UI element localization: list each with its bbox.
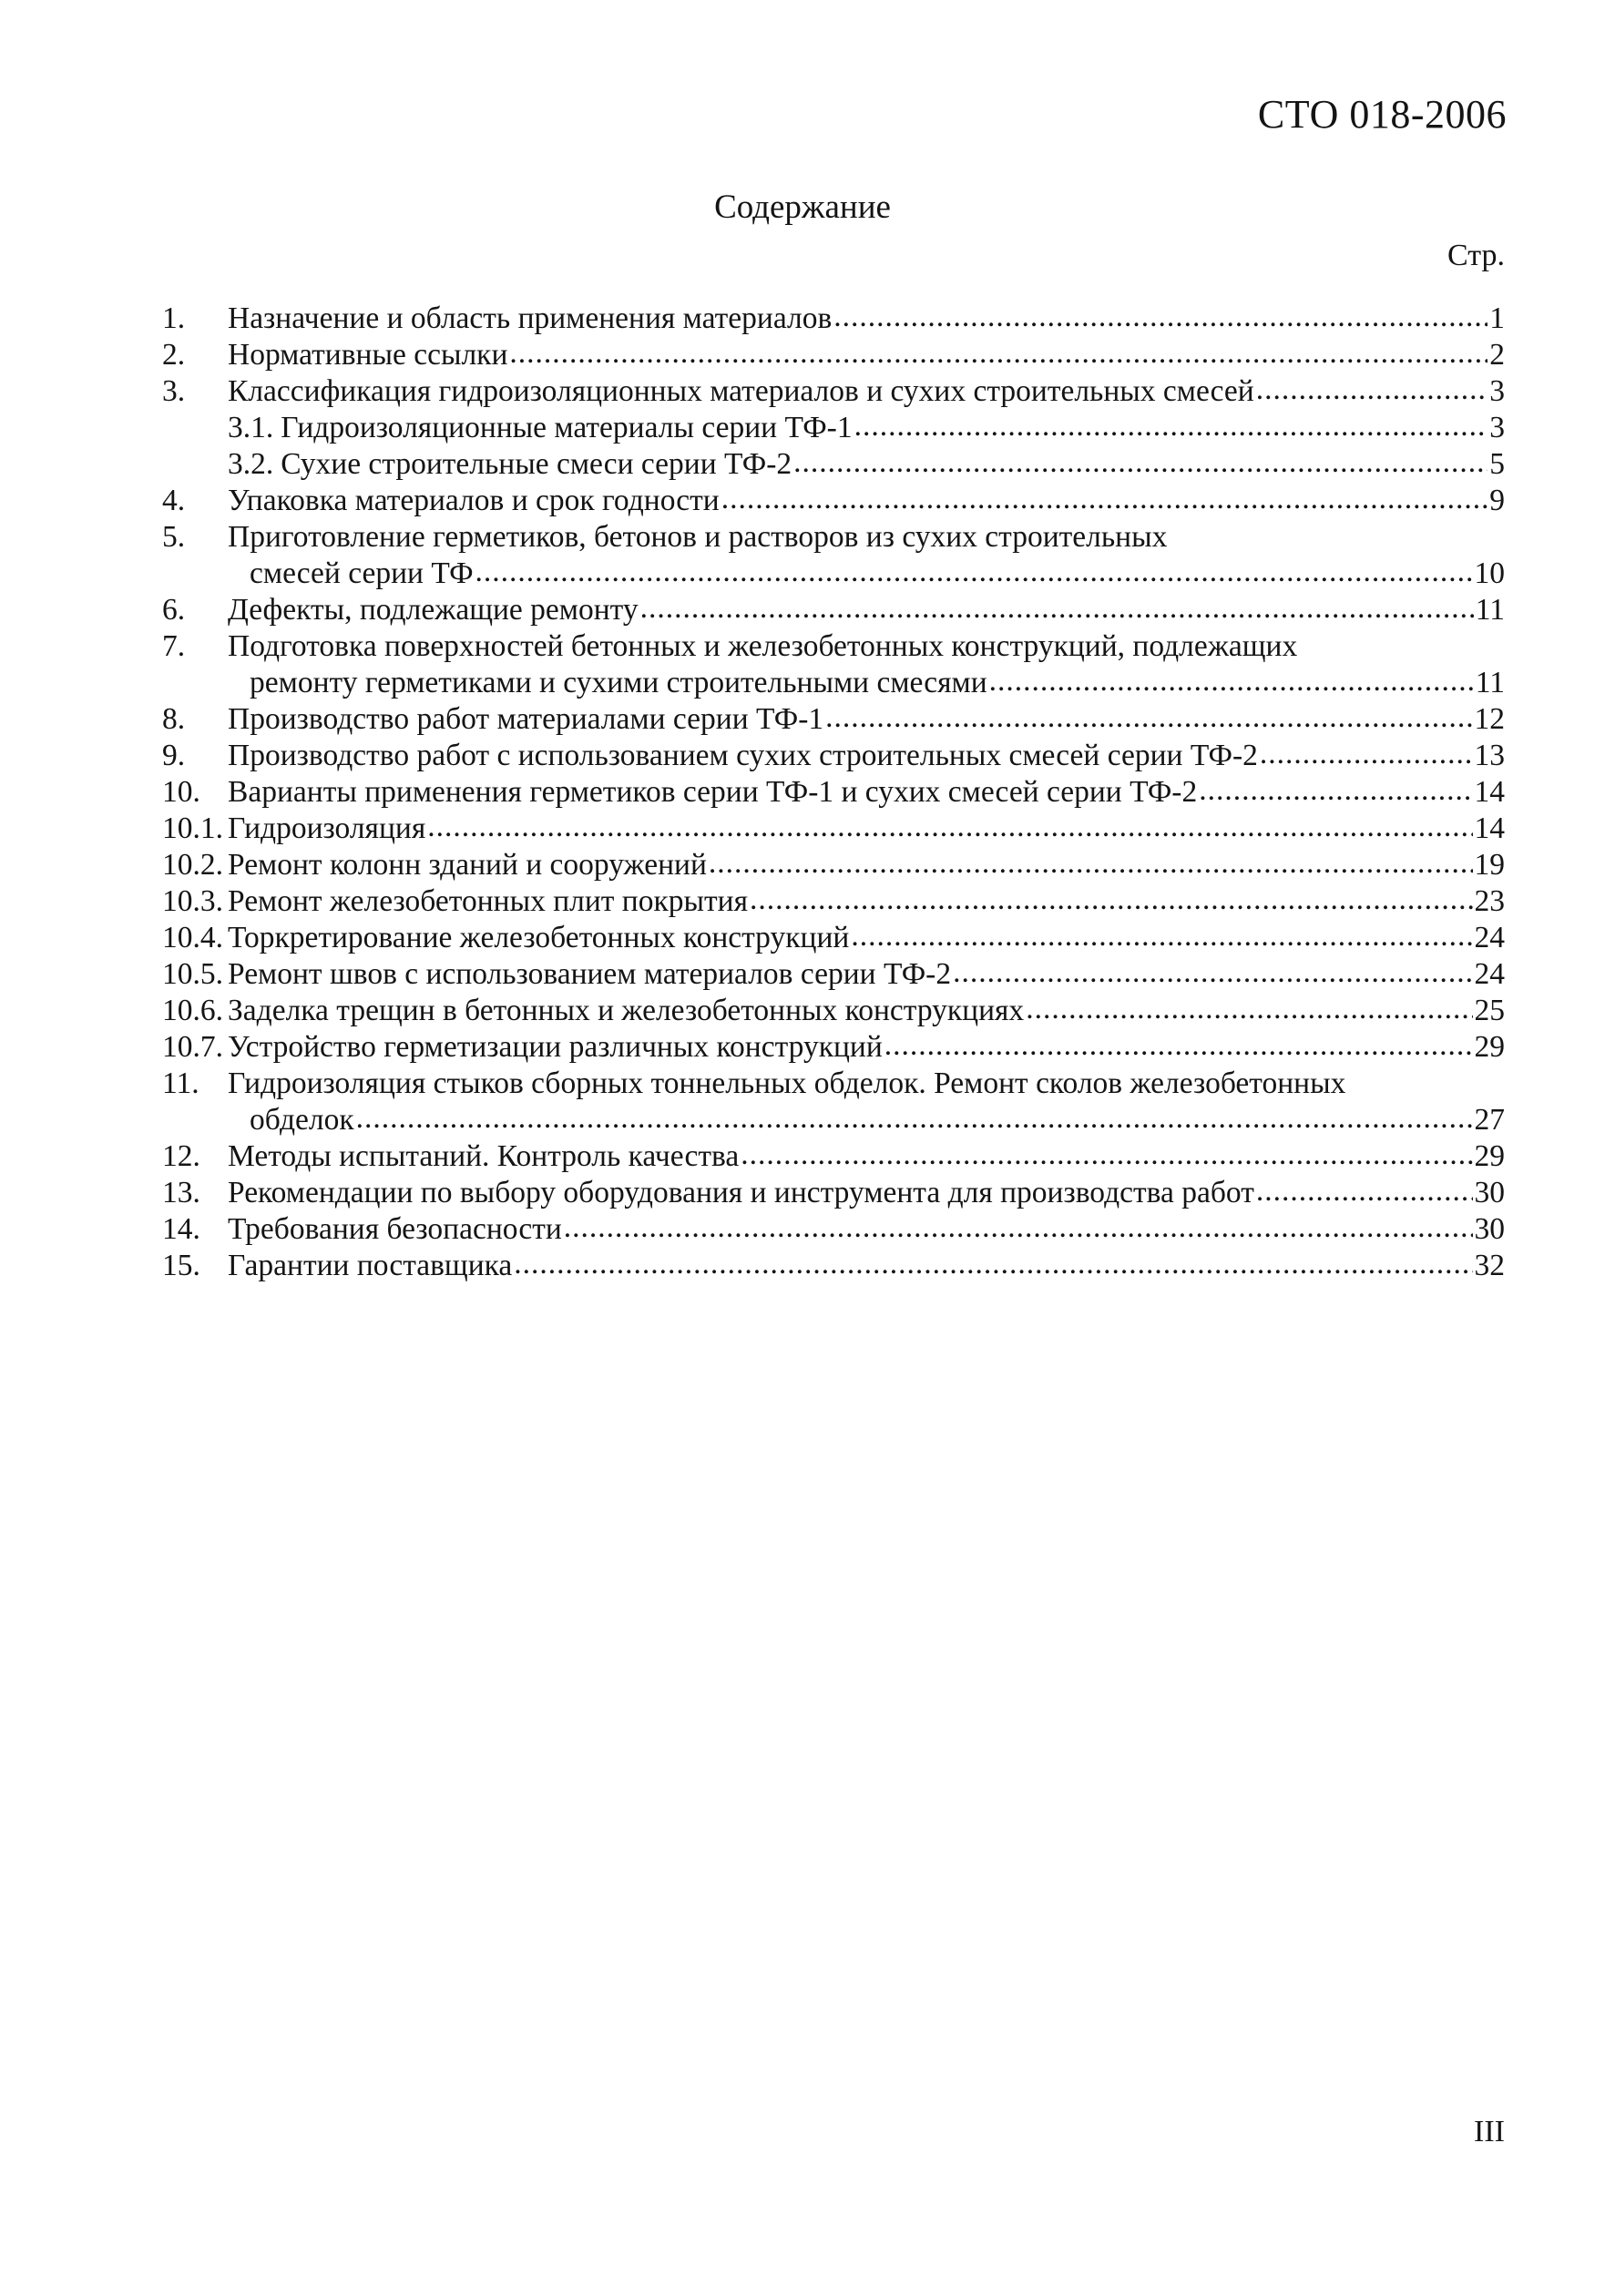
toc-entry-page: 30 (1474, 1212, 1505, 1246)
dot-leader (475, 554, 1473, 590)
toc-entry (162, 701, 1505, 738)
dot-leader (884, 1027, 1473, 1064)
toc-entry-title: Приготовление герметиков, бетонов и растворов из сухих строительных (228, 520, 1168, 554)
toc-entry (162, 1211, 1505, 1248)
toc-entry-title: Ремонт колонн зданий и сооружений (228, 848, 707, 882)
toc-entry-title: Ремонт железобетонных плит покрытия (228, 884, 748, 918)
toc-entry-title: Нормативные ссылки (228, 338, 508, 372)
toc-entry-title: Производство работ с использованием сухих строительных смесей серии ТФ-2 (228, 739, 1258, 772)
toc-entry-number: 10.1. (162, 811, 223, 845)
toc-entry-page: 11 (1475, 666, 1505, 699)
dot-leader (1256, 1173, 1473, 1209)
toc-entry-title: Сухие строительные смеси серии ТФ-2 (281, 447, 792, 481)
toc-entry-number: 12. (162, 1139, 200, 1173)
toc-entry-page: 19 (1474, 848, 1505, 882)
toc-entry (162, 847, 1505, 883)
dot-leader (741, 1137, 1472, 1173)
toc-entry-page: 30 (1474, 1176, 1505, 1209)
dot-leader (564, 1209, 1473, 1246)
toc-entry (162, 774, 1505, 811)
dot-leader (709, 845, 1473, 882)
dot-leader (750, 882, 1473, 918)
toc-entry-number: 13. (162, 1176, 200, 1209)
toc-entry-title: Упаковка материалов и срок годности (228, 484, 720, 517)
toc-entry-title: Гидроизоляция (228, 811, 426, 845)
toc-entry-number: 2. (162, 338, 186, 372)
dot-leader (509, 335, 1487, 372)
toc-entry-number: 10.7. (162, 1030, 223, 1064)
toc-entry-number: 8. (162, 702, 186, 736)
toc-entry-title: ремонту герметиками и сухими строительными смесями (250, 666, 987, 699)
toc-entry-number: 6. (162, 593, 186, 627)
toc-entry (162, 1138, 1505, 1175)
toc-entry-title: Устройство герметизации различных конструкций (228, 1030, 883, 1064)
toc-entry (162, 519, 1505, 592)
toc-entry-page: 3 (1489, 374, 1505, 408)
dot-leader (953, 954, 1472, 991)
toc-entry-title: Варианты применения герметиков серии ТФ-1 и сухих смесей серии ТФ-2 (228, 775, 1198, 809)
toc-entry-page: 32 (1474, 1249, 1505, 1282)
dot-leader (721, 481, 1488, 517)
dot-leader (1199, 772, 1472, 809)
toc-entry-title: Гидроизоляция стыков сборных тоннельных обделок. Ремонт сколов железобетонных (228, 1066, 1346, 1100)
dot-leader (640, 590, 1474, 627)
toc-entry (162, 956, 1505, 993)
dot-leader (989, 663, 1474, 699)
document-code: СТО 018-2006 (1257, 92, 1507, 137)
toc-entry-title: Дефекты, подлежащие ремонту (228, 593, 639, 627)
toc-entry-page: 1 (1489, 301, 1505, 335)
toc-entry-number: 10.6. (162, 994, 223, 1027)
dot-leader (427, 809, 1472, 845)
toc-entry-number: 1. (162, 301, 186, 335)
table-of-contents (162, 301, 1505, 1284)
toc-entry (162, 410, 1505, 446)
toc-entry-number: 10.2. (162, 848, 223, 882)
dot-leader (1026, 991, 1472, 1027)
toc-entry-title: Рекомендации по выбору оборудования и инструмента для производства работ (228, 1176, 1254, 1209)
toc-entry (162, 1066, 1505, 1138)
toc-entry-page: 3 (1489, 411, 1505, 444)
toc-entry-title: Гарантии поставщика (228, 1249, 513, 1282)
toc-entry-page: 14 (1474, 811, 1505, 845)
toc-entry (162, 1029, 1505, 1066)
toc-entry (162, 920, 1505, 956)
toc-entry (162, 883, 1505, 920)
dot-leader (1260, 736, 1473, 772)
toc-entry-title: Подготовка поверхностей бетонных и железобетонных конструкций, подлежащих (228, 629, 1298, 663)
toc-entry-number: 10. (162, 775, 200, 809)
toc-entry-number: 9. (162, 739, 186, 772)
dot-leader (854, 408, 1488, 444)
toc-entry (162, 483, 1505, 519)
toc-entry (162, 993, 1505, 1029)
dot-leader (833, 299, 1487, 335)
toc-entry-title: Заделка трещин в бетонных и железобетонных конструкциях (228, 994, 1025, 1027)
toc-entry-page: 13 (1474, 739, 1505, 772)
toc-entry-number: 5. (162, 520, 186, 554)
dot-leader (825, 699, 1472, 736)
page-column-label: Стр. (1447, 239, 1505, 272)
toc-entry-page: 29 (1474, 1139, 1505, 1173)
toc-entry-number: 10.4. (162, 921, 223, 954)
toc-entry-title: Гидроизоляционные материалы серии ТФ-1 (281, 411, 853, 444)
toc-entry-number: 15. (162, 1249, 200, 1282)
toc-entry-page: 2 (1489, 338, 1505, 372)
toc-entry-number: 11. (162, 1066, 199, 1100)
toc-entry-page: 11 (1475, 593, 1505, 627)
toc-entry-title: обделок (250, 1103, 354, 1137)
toc-entry-title: Методы испытаний. Контроль качества (228, 1139, 740, 1173)
toc-entry-number: 3.1. (228, 411, 274, 444)
toc-entry (162, 301, 1505, 337)
toc-entry-title: Торкретирование железобетонных конструкций (228, 921, 850, 954)
toc-entry-number: 10.3. (162, 884, 223, 918)
toc-entry-title: Назначение и область применения материалов (228, 301, 833, 335)
toc-entry (162, 592, 1505, 628)
toc-entry-number: 3.2. (228, 447, 274, 481)
toc-entry-number: 4. (162, 484, 186, 517)
toc-entry-page: 9 (1489, 484, 1505, 517)
toc-entry-title: Классификация гидроизоляционных материалов и сухих строительных смесей (228, 374, 1254, 408)
toc-entry-number: 3. (162, 374, 186, 408)
toc-entry (162, 628, 1505, 701)
toc-entry (162, 1248, 1505, 1284)
toc-entry (162, 1175, 1505, 1211)
toc-entry-number: 7. (162, 629, 186, 663)
toc-entry-page: 12 (1474, 702, 1505, 736)
toc-entry-title: Ремонт швов с использованием материалов серии ТФ-2 (228, 957, 952, 991)
dot-leader (514, 1246, 1472, 1282)
toc-entry-title: Производство работ материалами серии ТФ-1 (228, 702, 824, 736)
toc-entry-page: 24 (1474, 921, 1505, 954)
toc-entry-title: смесей серии ТФ (250, 556, 474, 590)
toc-entry-number: 10.5. (162, 957, 223, 991)
toc-entry-page: 10 (1474, 556, 1505, 590)
toc-entry-page: 14 (1474, 775, 1505, 809)
dot-leader (793, 444, 1487, 481)
toc-entry-page: 23 (1474, 884, 1505, 918)
toc-entry-title: Требования безопасности (228, 1212, 562, 1246)
page-number: III (1474, 2115, 1505, 2148)
dot-leader (356, 1100, 1473, 1137)
toc-entry-page: 24 (1474, 957, 1505, 991)
toc-entry-page: 25 (1474, 994, 1505, 1027)
toc-entry (162, 373, 1505, 410)
toc-entry-page: 5 (1489, 447, 1505, 481)
toc-entry-page: 29 (1474, 1030, 1505, 1064)
toc-title: Содержание (714, 189, 891, 226)
toc-entry-number: 14. (162, 1212, 200, 1246)
dot-leader (1256, 372, 1488, 408)
toc-entry (162, 446, 1505, 483)
toc-entry (162, 738, 1505, 774)
toc-entry (162, 337, 1505, 373)
toc-entry-page: 27 (1474, 1103, 1505, 1137)
toc-entry (162, 811, 1505, 847)
dot-leader (851, 918, 1472, 954)
